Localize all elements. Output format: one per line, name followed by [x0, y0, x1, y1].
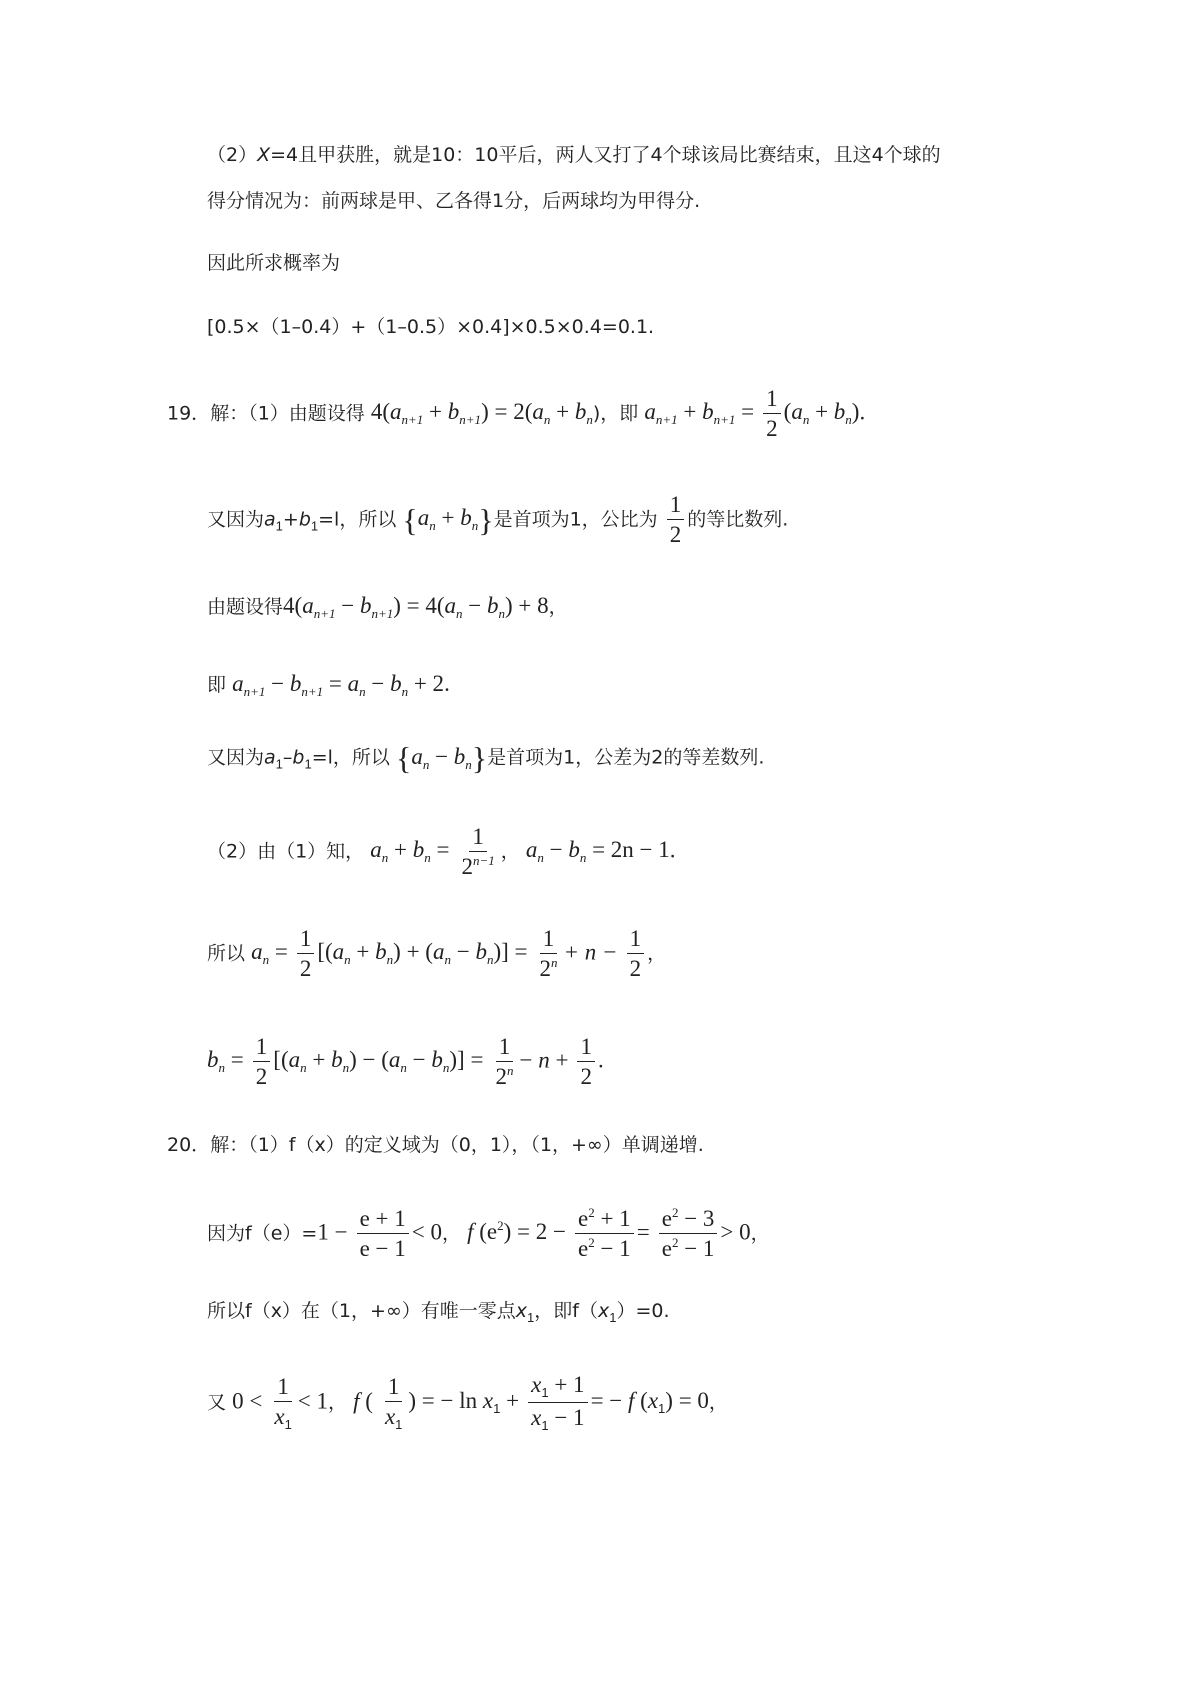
numerator: 1: [540, 926, 558, 954]
numerator: 1: [763, 386, 781, 414]
solve-label: 解：: [210, 402, 249, 425]
numerator: 1: [469, 824, 487, 852]
text: （2）: [207, 144, 258, 166]
text: =l，所以: [311, 746, 390, 769]
text: ，即f（: [534, 1300, 598, 1322]
math-text: 4(: [370, 399, 391, 425]
math-text: < 0: [411, 1219, 443, 1245]
denominator: e − 1: [359, 1236, 406, 1262]
q20-line2: 因为f（e）=1 − $\frac{e + 1}{e - 1}$ < 0， f $(e^2) = 2$ − $\frac{e^2 + 1}{e^2 - 1}$ = $\frac{e^2 - 3}{e^2 - 1}$ > 0，: [207, 1205, 770, 1262]
math-text: ) = 2(: [481, 399, 533, 425]
math: $a_{n+1} + b_{n+1}$ =: [644, 399, 755, 428]
q19-line4: 即 $a_{n+1} - b_{n+1} = a_n - b_n + 2$.: [207, 671, 450, 699]
q19-line2: 又因为$a_1+b_1=l$，所以 $\{a_n + b_n\}$是首项为1，公比为 $\frac{1}{2}$ 的等比数列.: [207, 492, 789, 548]
denominator: 2: [580, 1064, 592, 1090]
text: 又因为: [207, 508, 265, 531]
subscript: 1: [527, 1310, 535, 1325]
denominator: 2: [461, 854, 473, 880]
var-x: x: [597, 1300, 610, 1322]
fraction: [763, 386, 781, 442]
numerator: 1: [253, 1034, 271, 1062]
text: ）=0.: [616, 1300, 670, 1322]
q19-line7: 所以 $a_n$ = $\frac{1}{2}$ $[(a_n + b_n) + (a_n - b_n)]$ = $\frac{1}{2^n}$ + n − $\frac{1}{2}$ ，: [207, 926, 667, 982]
text: )，即: [592, 402, 639, 425]
period: .: [669, 837, 676, 863]
text: 即: [207, 674, 227, 696]
math-text: < 1: [297, 1388, 329, 1414]
denominator: − 1: [678, 1236, 715, 1262]
math-text: ) + 8: [505, 593, 549, 618]
denominator: 2: [766, 416, 778, 442]
text: 因为f（e）=: [207, 1222, 318, 1245]
fraction: [667, 492, 685, 548]
numerator: e + 1: [357, 1206, 409, 1234]
q20-line4: 又 0 < $\frac{1}{x_1}$ < 1， f ( $\frac{1}{x_1}$ ) = − $\ln x_1$ + $\frac{x_1 + 1}{x_1 - 1}$ = − f $(x_1) = 0$，: [207, 1372, 728, 1434]
denominator: − 1: [594, 1236, 631, 1262]
exponent: n−1: [473, 853, 495, 869]
text: （2）由（1）知，: [207, 840, 365, 863]
math: $(a_n + b_n)$: [783, 399, 860, 428]
q18-part2-line2: 得分情况为：前两球是甲、乙各得1分，后两球均为甲得分.: [207, 190, 701, 212]
numerator: 1: [577, 1034, 595, 1062]
math-text: 0 <: [232, 1388, 263, 1414]
q19-line1: [167, 386, 865, 442]
numerator: 1: [667, 492, 685, 520]
denominator: 2: [629, 956, 642, 982]
math: $4(a_{n+1} + b_{n+1}) = 2(a_n + b_n$: [370, 399, 593, 428]
denominator: 2: [669, 522, 682, 548]
text: 的等比数列.: [687, 508, 789, 531]
question-number: 20．: [167, 1134, 211, 1156]
text: 所以: [207, 942, 246, 965]
denominator: 2: [255, 1064, 268, 1090]
var-x: X: [257, 144, 271, 166]
q20-line3: [207, 1302, 670, 1324]
math-text: + n −: [563, 939, 618, 965]
text: 是首项为1，公比为: [493, 508, 658, 531]
text: （1）f（x）的定义域为（0，1），（1，+∞）单调递增.: [248, 1134, 704, 1156]
numerator: 1: [297, 926, 315, 954]
numerator: − 3: [678, 1206, 715, 1231]
exponent: n: [506, 1063, 514, 1079]
text: =l，所以: [318, 508, 397, 531]
q18-part2-line3: 因此所求概率为: [207, 252, 341, 274]
text: 又因为: [207, 746, 265, 769]
math-text: = 2n − 1: [592, 837, 670, 863]
q18-part2-line1: [207, 146, 941, 165]
math-text: 4(: [283, 593, 303, 618]
period: .: [444, 671, 450, 696]
solve-label: 解：: [210, 1134, 249, 1156]
text: 又: [207, 1391, 227, 1414]
math-text: > 0: [720, 1219, 751, 1245]
denominator: 2: [299, 956, 312, 982]
var-x: x: [515, 1300, 528, 1322]
denominator: 2: [495, 1064, 507, 1090]
period: .: [597, 1047, 604, 1073]
denominator: 2: [539, 956, 552, 982]
question-number: 19．: [167, 402, 211, 425]
fraction: [459, 824, 498, 880]
numerator: + 1: [548, 1372, 585, 1397]
numerator: 1: [627, 926, 645, 954]
q19-line5: 又因为$a_1-b_1=l$，所以 $\{a_n - b_n\}$是首项为1，公差为2的等差数列.: [207, 740, 765, 776]
text: 由题设得: [207, 596, 284, 618]
math-text: + 2: [413, 671, 445, 696]
period: .: [859, 399, 866, 425]
q19-part2-line: （2）由（1）知， $a_n + b_n$ = $\frac{1}{2^{n-1}}$ ， $a_n - b_n = 2n - 1$.: [207, 824, 676, 880]
text: 是首项为1，公差为2的等差数列.: [487, 746, 765, 769]
q19-line3: 由题设得$4(a_{n+1} - b_{n+1}) = 4(a_n - b_n) + 8$，: [207, 593, 568, 621]
numerator: 1: [496, 1034, 514, 1062]
denominator: − 1: [548, 1405, 585, 1431]
q18-part2-line4: [0.5×（1–0.4）+（1–0.5）×0.4]×0.5×0.4=0.1.: [207, 316, 655, 338]
q19-line8: $b_n$ = $\frac{1}{2}$ $[(a_n + b_n) - (a_n - b_n)]$ = $\frac{1}{2^n}$ − n + $\frac{1}{2}$ .: [207, 1034, 604, 1090]
text: =4且甲获胜，就是10：10平后，两人又打了4个球该局比赛结束，且这4个球的: [270, 144, 941, 166]
numerator: + 1: [594, 1206, 631, 1231]
exponent: n: [551, 955, 558, 971]
subscript: 1: [609, 1310, 617, 1325]
text: 所以f（x）在（1，+∞）有唯一零点: [207, 1300, 516, 1322]
text: ，: [548, 596, 568, 618]
math-text: ) = 4(: [393, 593, 445, 618]
text: （1）由题设得: [248, 402, 365, 425]
q20-line1: [167, 1136, 704, 1155]
